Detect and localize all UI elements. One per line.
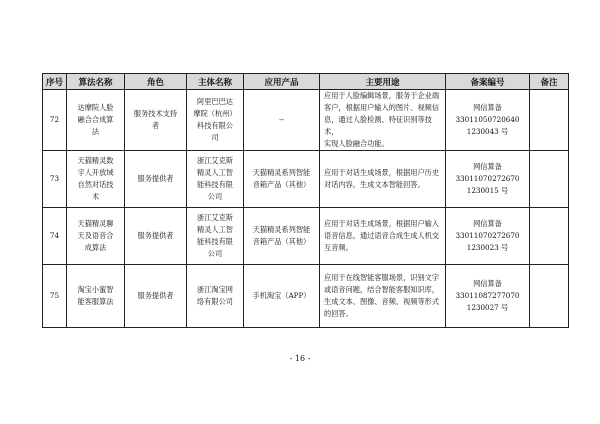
cell-role: 服务提供者	[125, 208, 187, 265]
cell-record-number: 网信算备 33011070272670 1230023 号	[446, 208, 530, 265]
cell-record-number: 网信算备 33011087277070 1230027 号	[446, 265, 530, 328]
cell-note	[530, 151, 569, 208]
cell-product: 天猫精灵系列智能 音箱产品（其他）	[244, 208, 320, 265]
cell-product: 手机淘宝（APP）	[244, 265, 320, 328]
table-header-row	[43, 74, 569, 90]
cell-role: 服务提供者	[125, 265, 187, 328]
table-row	[43, 90, 569, 151]
table-row	[43, 208, 569, 265]
cell-entity: 浙江艾克斯 精灵人工智 能科技有限 公司	[187, 151, 244, 208]
cell-no: 73	[43, 151, 67, 208]
table-row	[43, 265, 569, 328]
cell-record-number: 网信算备 33011070272670 1230015 号	[446, 151, 530, 208]
cell-note	[530, 208, 569, 265]
cell-algorithm-name: 天猫精灵数 字人开放域 自然对话技 术	[67, 151, 125, 208]
cell-usage: 应用于对话生成场景，根据用户输入 语音信息，通过语音合成生成人机交 互音频。	[320, 208, 446, 265]
cell-product: 天猫精灵系列智能 音箱产品（其他）	[244, 151, 320, 208]
cell-role: 服务技术支持 者	[125, 90, 187, 151]
header-no: 序号	[43, 74, 67, 90]
cell-note	[530, 90, 569, 151]
cell-algorithm-name: 达摩院人脸 融合合成算 法	[67, 90, 125, 151]
header-note: 备注	[530, 74, 569, 90]
header-algorithm-name: 算法名称	[67, 74, 125, 90]
cell-no: 75	[43, 265, 67, 328]
cell-entity: 浙江淘宝网 络有限公司	[187, 265, 244, 328]
header-usage: 主要用途	[320, 74, 446, 90]
cell-note	[530, 265, 569, 328]
cell-record-number: 网信算备 33011050720640 1230043 号	[446, 90, 530, 151]
header-record-number: 备案编号	[446, 74, 530, 90]
cell-entity: 浙江艾克斯 精灵人工智 能科技有限 公司	[187, 208, 244, 265]
cell-no: 72	[43, 90, 67, 151]
table-row	[43, 151, 569, 208]
algorithm-record-table	[42, 73, 569, 328]
header-product: 应用产品	[244, 74, 320, 90]
cell-entity: 阿里巴巴达 摩院（杭州） 科技有限公 司	[187, 90, 244, 151]
cell-role: 服务提供者	[125, 151, 187, 208]
cell-usage: 应用于对话生成场景，根据用户历史 对话内容，生成文本智能回答。	[320, 151, 446, 208]
header-entity: 主体名称	[187, 74, 244, 90]
page-number: - 16 -	[289, 354, 311, 363]
cell-usage: 应用于人脸编辑场景，服务于企业端 客户，根据用户输入的图片、视频信 息，通过人脸检测、特征识别等技术， 实现人脸融合功能。	[320, 90, 446, 151]
header-role: 角色	[125, 74, 187, 90]
cell-no: 74	[43, 208, 67, 265]
cell-product: --	[244, 90, 320, 151]
cell-usage: 应用于在线智能客服场景，识别文字 或语音问题，结合智能客服知识库， 生成文本、图像、音频、视频等形式 的回答。	[320, 265, 446, 328]
cell-algorithm-name: 天猫精灵聊 天及语音合 成算法	[67, 208, 125, 265]
cell-algorithm-name: 淘宝小蜜智 能客服算法	[67, 265, 125, 328]
